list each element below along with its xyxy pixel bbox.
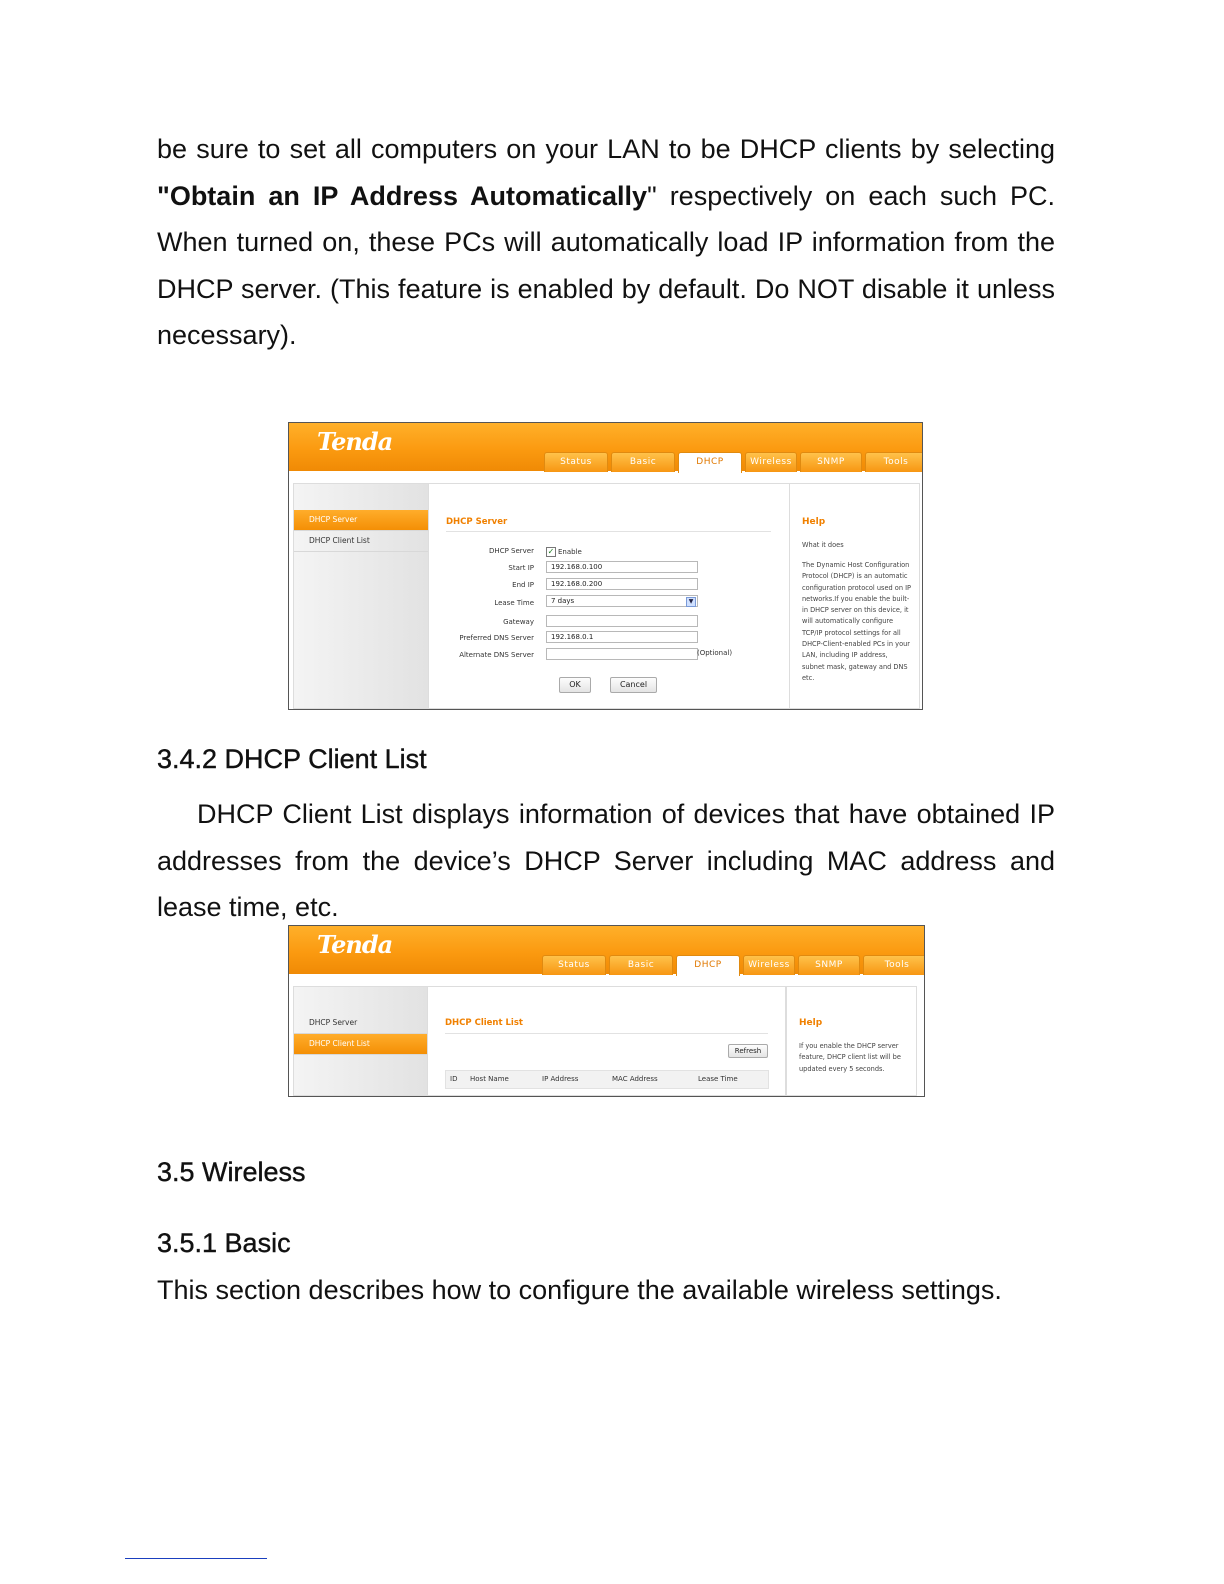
optional-note: (Optional): [697, 649, 733, 657]
column-lease-time: Lease Time: [698, 1075, 738, 1083]
tenda-logo: Tenda: [317, 930, 393, 959]
title-divider: [446, 531, 771, 532]
tab-tools[interactable]: Tools: [863, 955, 925, 975]
intro-paragraph: [157, 126, 1055, 359]
help-title: Help: [799, 1018, 823, 1028]
tab-snmp[interactable]: SNMP: [798, 955, 860, 975]
help-panel: [786, 986, 917, 1096]
help-subtitle: What it does: [802, 541, 844, 549]
start-ip-input[interactable]: 192.168.0.100: [546, 561, 698, 573]
sidebar-item-dhcp-server[interactable]: DHCP Server: [294, 510, 428, 531]
end-ip-input[interactable]: 192.168.0.200: [546, 578, 698, 590]
tab-status[interactable]: Status: [544, 452, 608, 472]
dhcp-server-label: DHCP Server: [489, 547, 534, 555]
footer-divider: [125, 1558, 267, 1559]
intro-rest: respectively on each such PC. When turned on, these PCs will automatically load IP information from the DHCP server. (This feature is enabled by default. Do NOT disable it unless necessary).: [157, 180, 1055, 350]
end-ip-label: End IP: [512, 581, 534, 589]
tab-wireless[interactable]: Wireless: [743, 955, 795, 975]
tab-dhcp[interactable]: DHCP: [678, 452, 742, 473]
tab-basic[interactable]: Basic: [609, 955, 673, 975]
gateway-input[interactable]: [546, 615, 698, 627]
alternate-dns-label: Alternate DNS Server: [459, 651, 534, 659]
help-text: The Dynamic Host Configuration Protocol (DHCP) is an automatic configuration protocol used on IP networks.If you enable the built-in DHCP server on this device, it will automatically configure TCP/IP protocol settings for all DHCP-Client-enabled PCs in your LAN, including IP address, subnet mask, gateway and DNS etc.: [802, 561, 912, 682]
basic-paragraph: This section describes how to configure the available wireless settings.: [157, 1275, 1002, 1305]
lease-time-label: Lease Time: [494, 599, 534, 607]
main-panel: [427, 986, 786, 1096]
intro-bold-phrase: Obtain an IP Address Automatically: [169, 180, 648, 211]
chevron-down-icon[interactable]: ▼: [686, 597, 696, 607]
main-panel: [428, 483, 790, 709]
column-host-name: Host Name: [470, 1075, 509, 1083]
header-bar: [289, 423, 922, 471]
nav-tabs: [544, 452, 923, 473]
sidebar-item-dhcp-client-list[interactable]: DHCP Client List: [294, 531, 428, 552]
intro-line-1: be sure to set all computers on your LAN to be DHCP clients by selecting: [157, 134, 1055, 164]
sidebar: [293, 986, 429, 1096]
tenda-logo: Tenda: [317, 427, 393, 456]
gateway-label: Gateway: [503, 618, 534, 626]
title-divider: [445, 1033, 768, 1034]
client-list-paragraph: DHCP Client List displays information of devices that have obtained IP addresses from the device’s DHCP Server including MAC address and lease time, etc.: [157, 799, 1055, 922]
client-table-header: [445, 1070, 769, 1089]
tab-wireless[interactable]: Wireless: [745, 452, 797, 472]
lease-time-value: 7 days: [551, 597, 575, 605]
alternate-dns-input[interactable]: [546, 648, 698, 660]
cancel-button[interactable]: Cancel: [610, 677, 657, 693]
help-panel: [789, 483, 920, 709]
preferred-dns-input[interactable]: 192.168.0.1: [546, 631, 698, 643]
help-text: If you enable the DHCP server feature, DHCP client list will be updated every 5 seconds.: [799, 1042, 901, 1073]
enable-label: Enable: [558, 548, 582, 556]
section-heading-3-5-1: 3.5.1 Basic: [157, 1228, 291, 1258]
preferred-dns-label: Preferred DNS Server: [459, 634, 534, 642]
intro-open-quote: ": [157, 180, 170, 211]
enable-checkbox[interactable]: ✓: [547, 547, 555, 556]
page-title: DHCP Server: [446, 517, 508, 527]
help-title: Help: [802, 517, 826, 527]
sidebar-item-dhcp-client-list[interactable]: DHCP Client List: [294, 1034, 428, 1055]
tab-dhcp[interactable]: DHCP: [676, 955, 740, 976]
sidebar: [293, 483, 429, 709]
section-heading-3-5: 3.5 Wireless: [157, 1157, 306, 1187]
lease-time-select[interactable]: [546, 595, 698, 607]
column-mac-address: MAC Address: [612, 1075, 658, 1083]
header-bar: [289, 926, 924, 974]
sidebar-item-dhcp-server[interactable]: DHCP Server: [294, 1013, 428, 1034]
dhcp-server-screenshot: [288, 422, 923, 710]
section-heading-3-4-2: 3.4.2 DHCP Client List: [157, 744, 427, 774]
tab-status[interactable]: Status: [542, 955, 606, 975]
column-ip-address: IP Address: [542, 1075, 579, 1083]
refresh-button[interactable]: Refresh: [728, 1044, 768, 1058]
tab-tools[interactable]: Tools: [865, 452, 923, 472]
intro-close-quote: ": [647, 180, 657, 211]
start-ip-label: Start IP: [508, 564, 534, 572]
tab-basic[interactable]: Basic: [611, 452, 675, 472]
column-id: ID: [450, 1075, 458, 1083]
tab-snmp[interactable]: SNMP: [800, 452, 862, 472]
dhcp-client-list-screenshot: [288, 925, 925, 1097]
ok-button[interactable]: OK: [559, 677, 591, 693]
page-title: DHCP Client List: [445, 1018, 523, 1028]
nav-tabs: [542, 955, 925, 976]
